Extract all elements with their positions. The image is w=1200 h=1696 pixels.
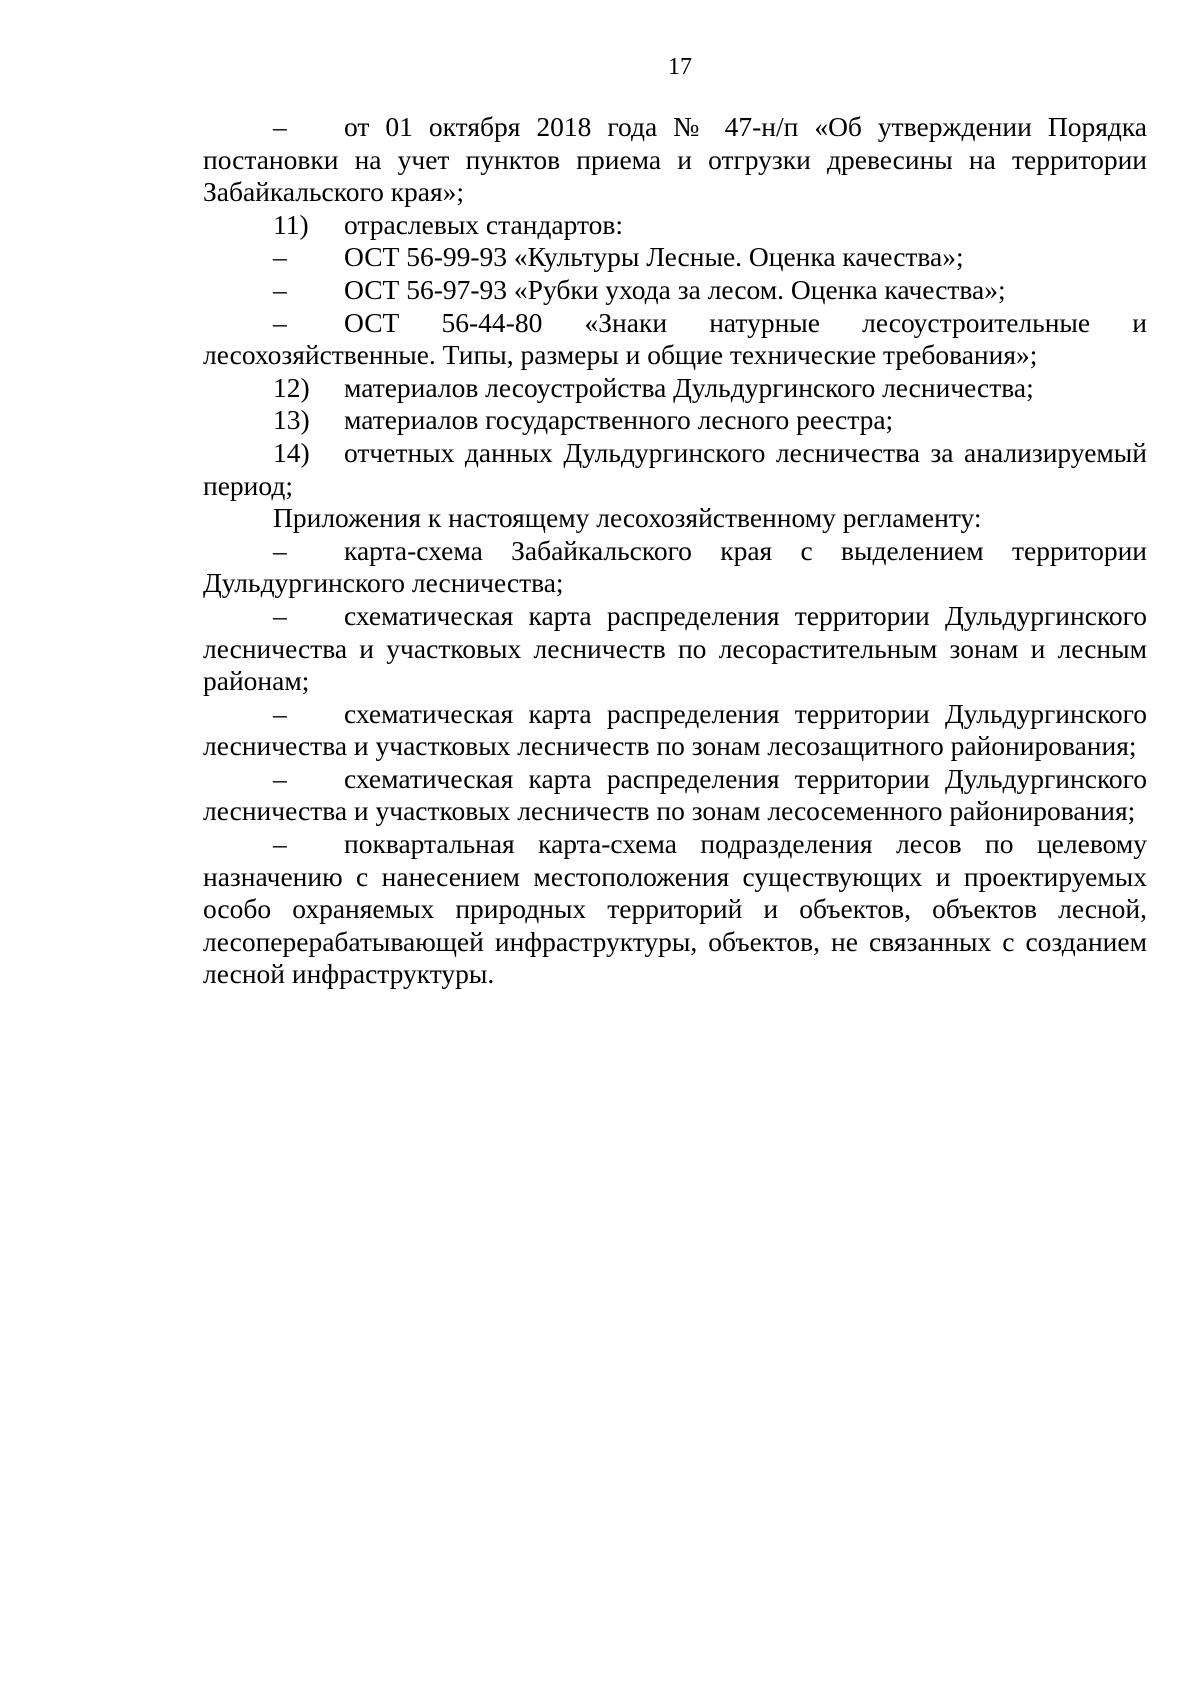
document-body bbox=[203, 111, 1147, 991]
list-number: 12) bbox=[273, 371, 310, 403]
bullet-dash: – bbox=[273, 273, 287, 305]
list-item-text: отчетных данных Дульдургинского лесничества за анализируемый период; bbox=[203, 436, 1147, 501]
list-item bbox=[203, 437, 1147, 502]
page-number: 17 bbox=[668, 54, 692, 80]
list-item-text: материалов государственного лесного реестра; bbox=[344, 404, 894, 436]
bullet-dash: – bbox=[273, 241, 287, 273]
list-number: 14) bbox=[273, 436, 310, 468]
list-number: 11) bbox=[273, 208, 309, 240]
list-item bbox=[203, 241, 1147, 274]
list-item-text: от 01 октября 2018 года № 47-н/п «Об утверждении Порядка постановки на учет пунктов приема и отгрузки древесины на территории Забайкальского края»; bbox=[203, 111, 1147, 208]
bullet-dash: – bbox=[273, 762, 287, 794]
list-item-text: ОСТ 56-99-93 «Культуры Лесные. Оценка качества»; bbox=[344, 241, 964, 273]
list-item-text: схематическая карта распределения территории Дульдургинского лесничества и участковых лесничеств по зонам лесосеменного районирования; bbox=[203, 762, 1147, 827]
bullet-dash: – bbox=[273, 534, 287, 566]
bullet-dash: – bbox=[273, 306, 287, 338]
list-item bbox=[203, 274, 1147, 307]
list-item bbox=[203, 763, 1147, 828]
bullet-dash: – bbox=[273, 697, 287, 729]
list-item-text: ОСТ 56-97-93 «Рубки ухода за лесом. Оценка качества»; bbox=[344, 273, 1006, 305]
list-item bbox=[203, 535, 1147, 600]
list-item-text: поквартальная карта-схема подразделения лесов по целевому назначению с нанесением местоположения существующих и проектируемых особо охраняемых природных территорий и объектов, объектов лесной, лесоперерабатывающей инфраструктуры, объектов, не связанных с созданием лесной инфраструктуры. bbox=[203, 828, 1147, 990]
list-item bbox=[203, 372, 1147, 405]
list-item-text: схематическая карта распределения территории Дульдургинского лесничества и участковых лесничеств по зонам лесозащитного районирования; bbox=[203, 697, 1147, 762]
list-item-text: схематическая карта распределения территории Дульдургинского лесничества и участковых лесничеств по лесорастительным зонам и лесным районам; bbox=[203, 599, 1147, 697]
list-item-text: карта-схема Забайкальского края с выделением территории Дульдургинского лесничества; bbox=[203, 534, 1147, 599]
list-item bbox=[203, 209, 1147, 242]
list-item bbox=[203, 600, 1147, 698]
list-number: 13) bbox=[273, 404, 310, 436]
bullet-dash: – bbox=[273, 599, 287, 631]
list-item-text: ОСТ 56-44-80 «Знаки натурные лесоустроительные и лесохозяйственные. Типы, размеры и общие технические требования»; bbox=[203, 306, 1147, 371]
list-item-text: отраслевых стандартов: bbox=[344, 208, 624, 240]
list-item bbox=[203, 307, 1147, 372]
list-item bbox=[203, 111, 1147, 209]
list-item-text: материалов лесоустройства Дульдургинского лесничества; bbox=[344, 371, 1034, 403]
list-item bbox=[203, 828, 1147, 991]
bullet-dash: – bbox=[273, 828, 287, 860]
list-item bbox=[203, 404, 1147, 437]
bullet-dash: – bbox=[273, 111, 287, 142]
appendix-heading: Приложения к настоящему лесохозяйственному регламенту: bbox=[273, 502, 982, 534]
list-item bbox=[203, 698, 1147, 763]
